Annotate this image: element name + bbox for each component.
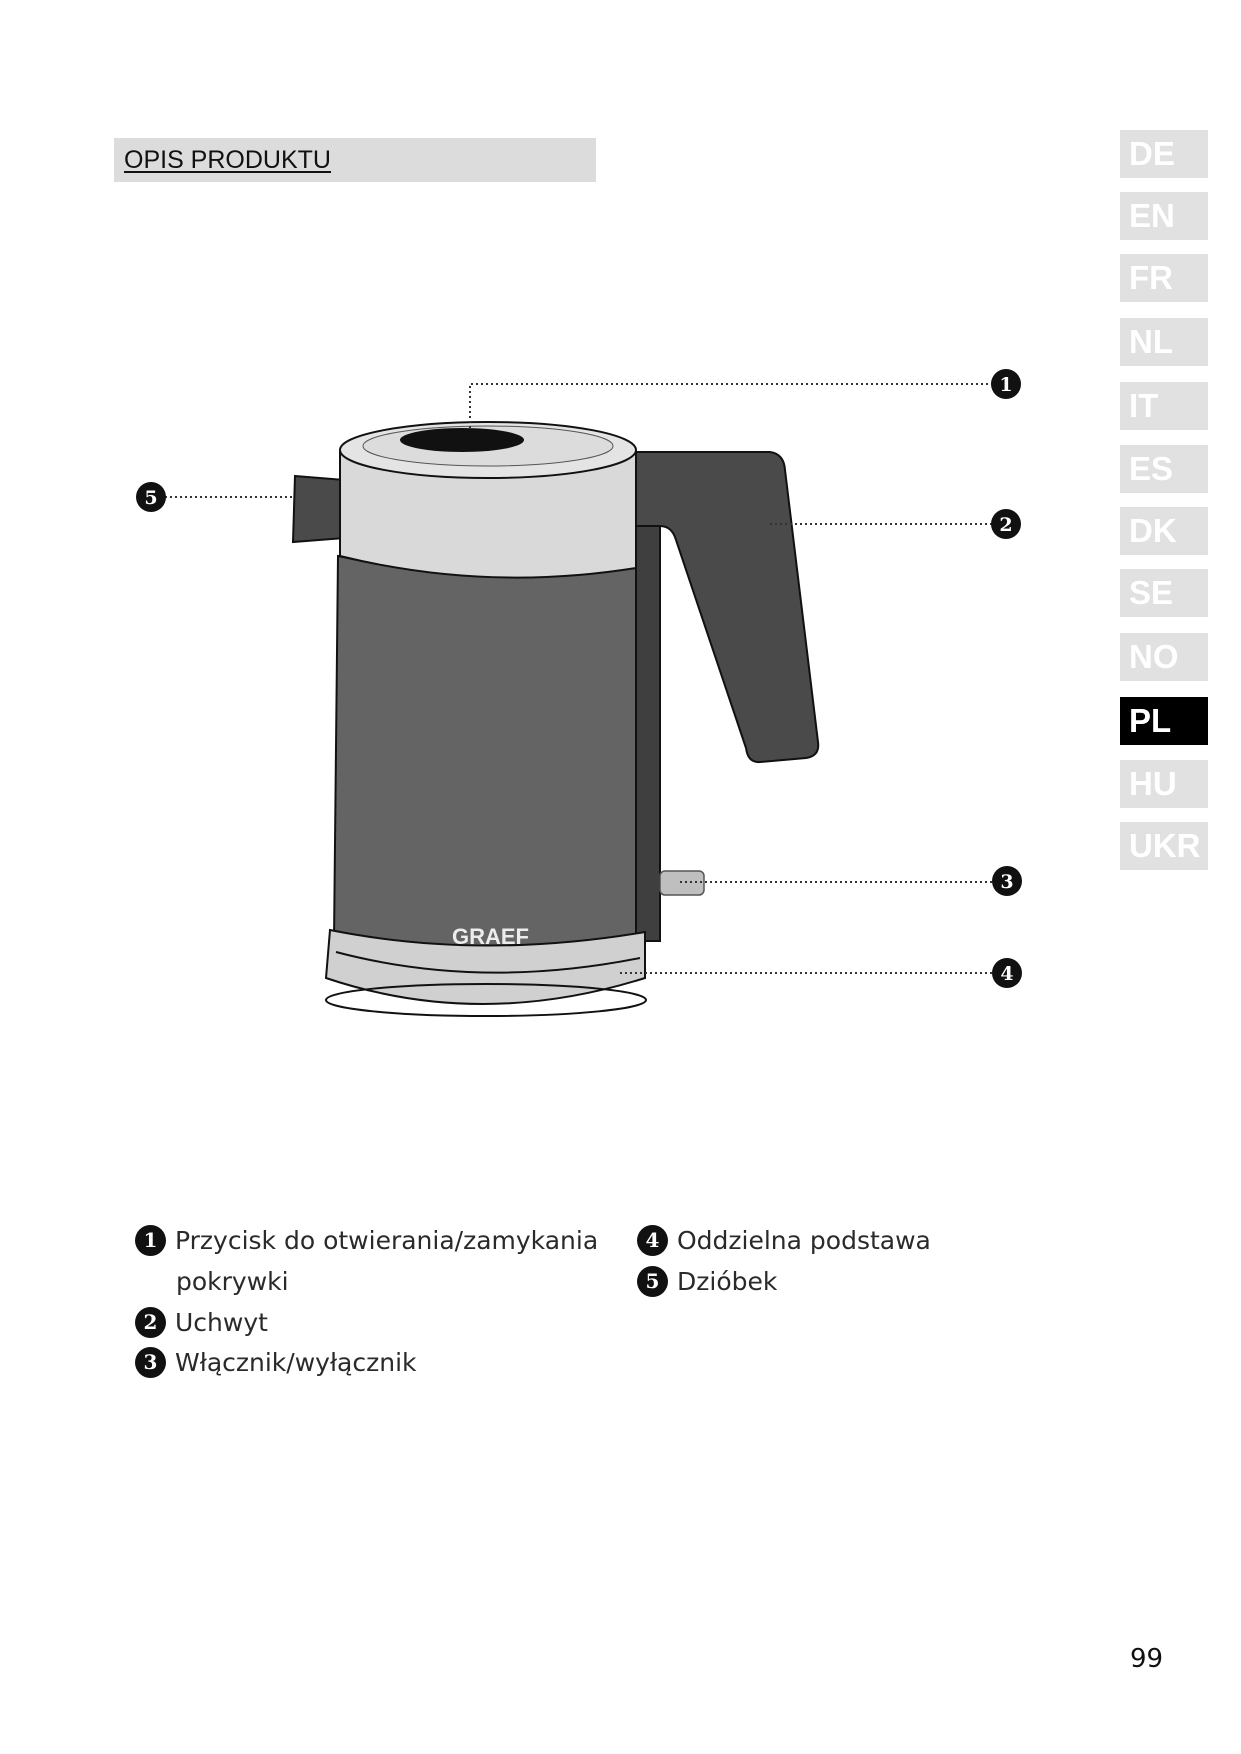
- lang-tab-se[interactable]: SE: [1120, 569, 1208, 617]
- lang-tab-es[interactable]: ES: [1120, 445, 1208, 493]
- lang-tab-pl[interactable]: PL: [1120, 697, 1208, 745]
- svg-text:3: 3: [1000, 871, 1014, 893]
- svg-text:1: 1: [999, 374, 1013, 396]
- legend-label-1-continued: pokrywki: [176, 1267, 289, 1296]
- legend-label-3: Włącznik/wyłącznik: [175, 1348, 417, 1377]
- lang-tab-hu[interactable]: HU: [1120, 760, 1208, 808]
- page-number: 99: [1130, 1644, 1164, 1674]
- section-title: OPIS PRODUKTU: [124, 146, 331, 174]
- legend-number-5: 5: [637, 1266, 668, 1297]
- legend-label-4: Oddzielna podstawa: [677, 1226, 931, 1255]
- legend-label-5: Dzióbek: [677, 1267, 778, 1296]
- svg-text:5: 5: [144, 487, 158, 509]
- lang-tab-nl[interactable]: NL: [1120, 318, 1208, 366]
- kettle-spout: [293, 476, 345, 542]
- lang-tab-ukr[interactable]: UKR: [1120, 822, 1208, 870]
- lid-button: [400, 428, 524, 452]
- brand-logo: GRAEF: [452, 924, 529, 949]
- callout-2: [991, 509, 1021, 539]
- legend-number-2: 2: [135, 1307, 166, 1338]
- legend-label-2: Uchwyt: [175, 1308, 268, 1337]
- legend-number-3: 3: [135, 1347, 166, 1378]
- lang-tab-no[interactable]: NO: [1120, 633, 1208, 681]
- legend-label-1: Przycisk do otwierania/zamykania: [175, 1226, 599, 1255]
- callout-3: [992, 866, 1022, 896]
- callout-4: [992, 958, 1022, 988]
- svg-text:4: 4: [1000, 963, 1014, 985]
- kettle-body: [334, 556, 636, 946]
- lang-tab-de[interactable]: DE: [1120, 130, 1208, 178]
- lang-tab-dk[interactable]: DK: [1120, 507, 1208, 555]
- callout-5: [136, 482, 166, 512]
- svg-text:2: 2: [999, 514, 1013, 536]
- legend-number-4: 4: [637, 1225, 668, 1256]
- legend-number-1: 1: [135, 1225, 166, 1256]
- lang-tab-it[interactable]: IT: [1120, 382, 1208, 430]
- lang-tab-fr[interactable]: FR: [1120, 254, 1208, 302]
- lang-tab-en[interactable]: EN: [1120, 192, 1208, 240]
- callout-1: [991, 369, 1021, 399]
